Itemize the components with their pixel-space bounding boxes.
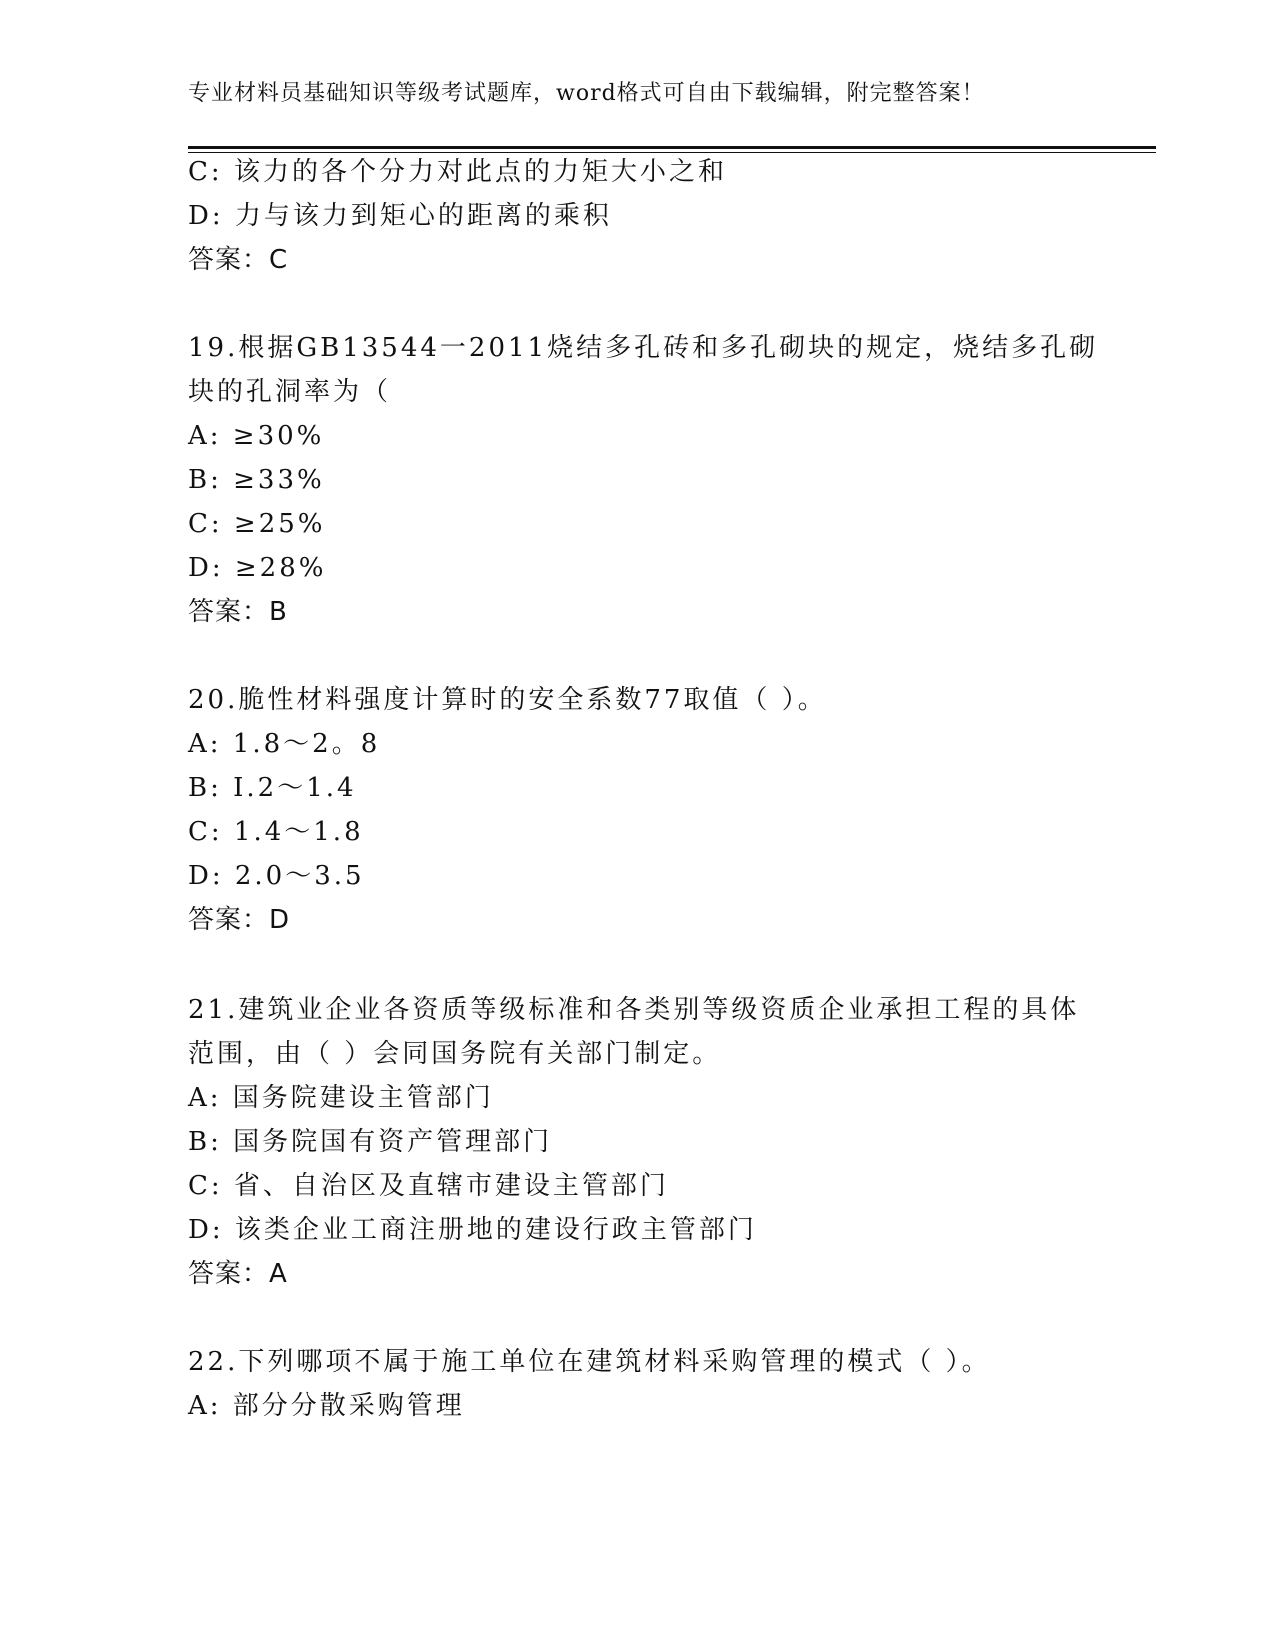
answer-line: 答案：D [188, 905, 291, 935]
question-stem: 19.根据GB13544一2011烧结多孔砖和多孔砌块的规定，烧结多孔砌 [188, 333, 1099, 363]
answer-line: 答案：B [188, 597, 288, 627]
option-text: 力与该力到矩心的距离的乘积 [234, 201, 612, 231]
page-header: 专业材料员基础知识等级考试题库，word格式可自由下载编辑，附完整答案！ [188, 81, 985, 106]
option-c: C: 省、自治区及直辖市建设主管部门 [188, 1171, 669, 1201]
option-d: D: 该类企业工商注册地的建设行政主管部门 [188, 1215, 757, 1245]
option-c: C: 1.4～1.8 [188, 817, 364, 847]
option-a: A: ≥30% [188, 421, 325, 451]
option-d: D: 2.0～3.5 [188, 861, 365, 891]
answer-line: 答案：A [188, 1259, 288, 1289]
option-d: D: ≥28% [188, 553, 327, 583]
question-stem: 21.建筑业企业各资质等级标准和各类别等级资质企业承担工程的具体 [188, 995, 1080, 1025]
option-b: B: 国务院国有资产管理部门 [188, 1127, 553, 1157]
option-a: A: 1.8～2。8 [188, 729, 381, 759]
header-rule-thick [188, 146, 1156, 149]
option-c: C: ≥25% [188, 509, 326, 539]
question-stem: 块的孔洞率为（ [188, 377, 392, 407]
option-letter: D [188, 201, 212, 231]
option-text: 该力的各个分力对此点的力矩大小之和 [233, 157, 727, 187]
option-a: A: 国务院建设主管部门 [188, 1083, 494, 1113]
option-letter: C [188, 157, 211, 187]
question-stem: 范围，由（ ）会同国务院有关部门制定。 [188, 1039, 722, 1069]
question-stem: 20.脆性材料强度计算时的安全系数77取值（ ）。 [188, 685, 827, 715]
header-rule-thin [188, 152, 1156, 153]
option-b: B: I.2～1.4 [188, 773, 357, 803]
option-a: A: 部分分散采购管理 [188, 1391, 465, 1421]
answer-line: 答案：C [188, 245, 289, 275]
option-b: B: ≥33% [188, 465, 325, 495]
option-d: D: 力与该力到矩心的距离的乘积 [188, 201, 612, 231]
question-stem: 22.下列哪项不属于施工单位在建筑材料采购管理的模式（ ）。 [188, 1347, 991, 1377]
option-c: C: 该力的各个分力对此点的力矩大小之和 [188, 157, 727, 187]
